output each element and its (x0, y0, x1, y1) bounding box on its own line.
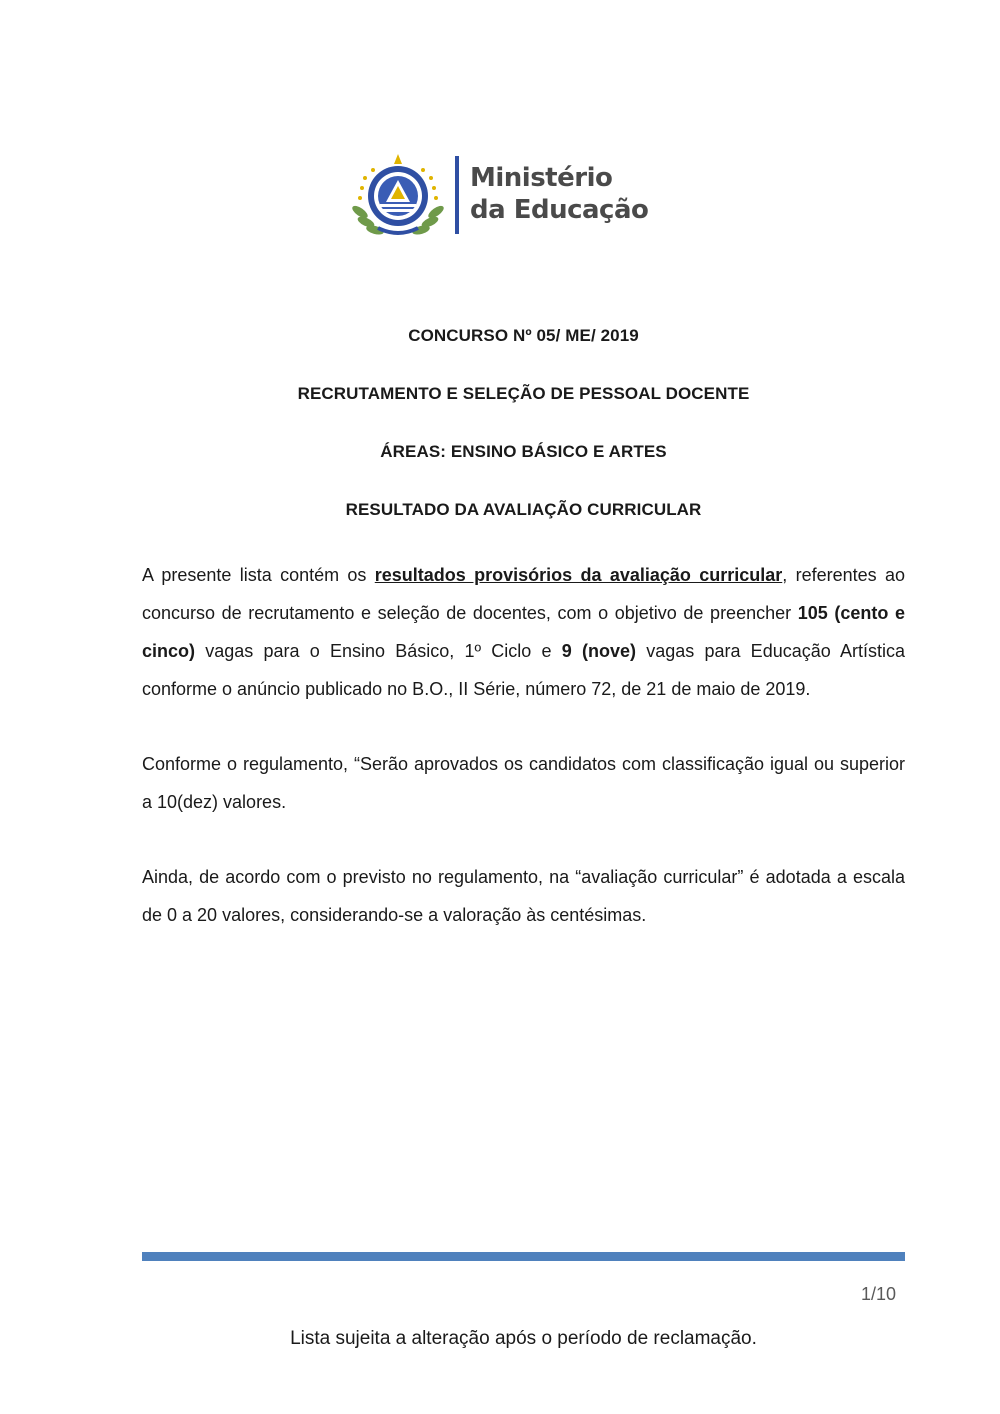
heading-result: RESULTADO DA AVALIAÇÃO CURRICULAR (345, 500, 702, 519)
scale-paragraph: Ainda, de acordo com o previsto no regulamento, na “avaliação curricular” é adotada a escala de 0 a 20 valores, considerando-se a valoração às centésimas. (142, 867, 905, 925)
intro-bold-vacancies-arts: 9 (nove) (561, 641, 636, 661)
intro-text-4: vagas para Educação Artística conforme o anúncio publicado no B.O., II Série, número 72, de 21 de maio de 2019. (142, 641, 905, 699)
heading-recruitment: RECRUTAMENTO E SELEÇÃO DE PESSOAL DOCENTE (297, 384, 750, 403)
intro-paragraph (142, 556, 905, 708)
heading-areas: ÁREAS: ENSINO BÁSICO E ARTES (380, 442, 667, 461)
footer-note: Lista sujeita a alteração após o período de reclamação. (290, 1328, 757, 1349)
logo-divider (455, 156, 459, 234)
page-number: 1/10 (860, 1284, 896, 1304)
regulation-paragraph: Conforme o regulamento, “Serão aprovados os candidatos com classificação igual ou superior a 10(dez) valores. (142, 754, 905, 812)
logo-line-2: da Educação (470, 195, 649, 225)
heading-contest-number: CONCURSO Nº 05/ ME/ 2019 (408, 326, 639, 345)
intro-text-2: , referentes ao concurso de recrutamento e seleção de docentes, com o objetivo de preencher (142, 565, 905, 623)
intro-text-3: vagas para o Ensino Básico, 1º Ciclo e (195, 641, 562, 661)
intro-text-1: A presente lista contém os (142, 565, 375, 585)
document-headings (142, 320, 905, 552)
intro-underlined-text: resultados provisórios da avaliação curricular (374, 565, 783, 585)
intro-bold-vacancies-basic: 105 (cento e cinco) (142, 603, 906, 661)
national-emblem-icon (348, 150, 448, 240)
ministry-logo (348, 150, 708, 242)
logo-wordmark (470, 162, 648, 226)
footer-divider (142, 1252, 905, 1261)
logo-line-1: Ministério (470, 163, 613, 193)
